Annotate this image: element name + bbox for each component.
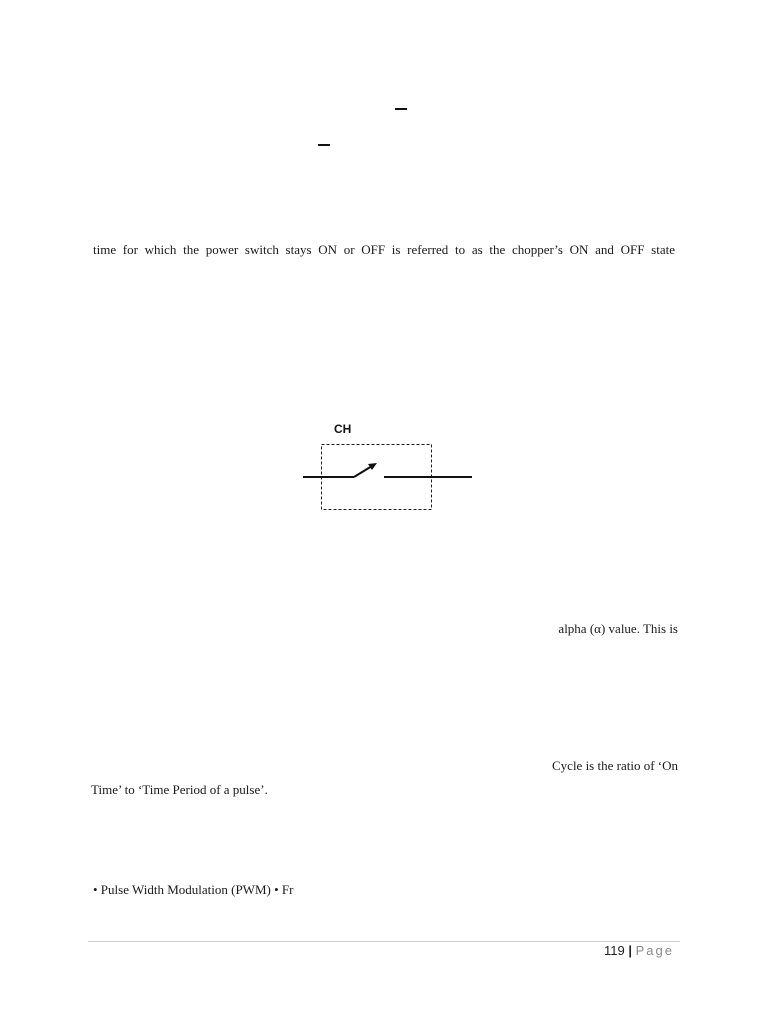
paragraph-line: Cycle is the ratio of ‘On	[552, 758, 678, 773]
fraction-bar	[395, 108, 407, 110]
fraction-bar	[318, 144, 330, 146]
paragraph-line: Time’ to ‘Time Period of a pulse’.	[91, 782, 268, 797]
paragraph-line: time for which the power switch stays ON or OFF is referred to as the chopper’s ON and OFF state	[93, 242, 675, 257]
switch-blade	[354, 466, 372, 477]
paragraph-line: alpha (α) value. This is	[558, 621, 678, 636]
footer-divider	[88, 941, 680, 942]
footer-separator: |	[628, 943, 632, 958]
page-number: 119	[604, 943, 625, 958]
chopper-switch-diagram	[300, 440, 480, 520]
bullet-line: • Pulse Width Modulation (PWM) • Fr	[93, 882, 294, 897]
page-word: Page	[635, 943, 674, 958]
chopper-label: CH	[334, 422, 352, 436]
page-footer	[604, 943, 674, 958]
